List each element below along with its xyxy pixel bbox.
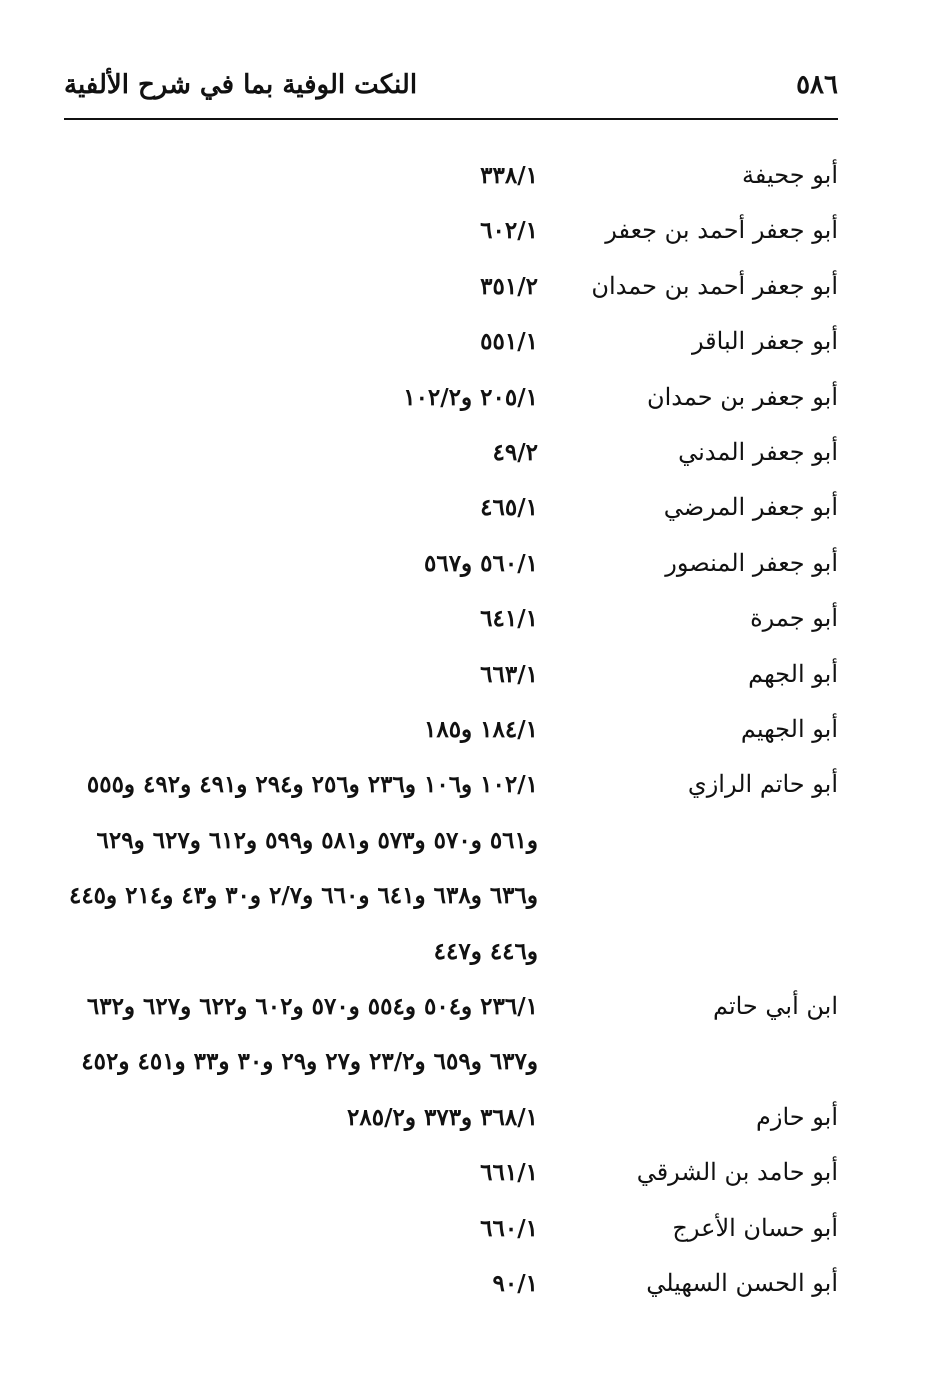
entry-name: أبو جحيفة bbox=[742, 161, 838, 189]
ref-line: ٣٦٨/١ و٣٧٣ و٢٨٥/٢ bbox=[347, 1103, 538, 1131]
entry-refs bbox=[64, 1090, 538, 1145]
page-number: ٥٨٦ bbox=[796, 70, 838, 100]
entry-refs bbox=[64, 536, 538, 591]
entry-refs bbox=[64, 1201, 538, 1256]
entry-name: أبو حامد بن الشرقي bbox=[636, 1158, 838, 1187]
entry-name: أبو الجهيم bbox=[740, 715, 838, 744]
ref-line: ٦٦٠/١ bbox=[480, 1214, 538, 1242]
index-entry bbox=[64, 591, 838, 646]
entry-refs bbox=[64, 370, 538, 425]
ref-line: و٦٣٧ و٦٥٩ و٢٣/٢ و٢٧ و٢٩ و٣٠ و٣٣ و٤٥١ و٤٥٢ bbox=[81, 1048, 538, 1076]
entry-name: أبو جعفر الباقر bbox=[691, 327, 838, 356]
entry-refs bbox=[64, 757, 538, 979]
entry-refs bbox=[64, 702, 538, 757]
entry-refs bbox=[64, 591, 538, 646]
entry-name: أبو جعفر المنصور bbox=[665, 548, 838, 577]
entry-refs bbox=[64, 203, 538, 258]
entry-name: أبو الجهم bbox=[748, 659, 838, 688]
entry-refs bbox=[64, 148, 538, 203]
entry-refs bbox=[64, 259, 538, 314]
index-entry bbox=[64, 480, 838, 535]
ref-line: ٤٦٥/١ bbox=[480, 494, 538, 522]
entry-name: أبو جعفر بن حمدان bbox=[647, 382, 838, 411]
index-entry bbox=[64, 1145, 838, 1200]
index-entry bbox=[64, 1201, 838, 1256]
entry-refs bbox=[64, 979, 538, 1090]
ref-line: ٤٩/٢ bbox=[492, 439, 538, 467]
entry-name: أبو حسان الأعرج bbox=[672, 1213, 838, 1242]
index-list bbox=[64, 148, 838, 1311]
index-entry bbox=[64, 757, 838, 979]
index-entry bbox=[64, 203, 838, 258]
entry-refs bbox=[64, 1145, 538, 1200]
entry-refs bbox=[64, 647, 538, 702]
entry-name: أبو الحسن السهيلي bbox=[646, 1269, 838, 1298]
entry-name: أبو جعفر أحمد بن جعفر bbox=[605, 216, 838, 245]
entry-name: أبو جعفر المدني bbox=[678, 438, 838, 467]
entry-name: أبو حاتم الرازي bbox=[687, 770, 838, 799]
entry-name: ابن أبي حاتم bbox=[712, 992, 838, 1021]
index-entry bbox=[64, 425, 838, 480]
entry-name: أبو جعفر المرضي bbox=[663, 493, 838, 522]
index-entry bbox=[64, 259, 838, 314]
ref-line: ٢٣٦/١ و٥٠٤ و٥٥٤ و٥٧٠ و٦٠٢ و٦٢٢ و٦٢٧ و٦٣٢ bbox=[86, 993, 538, 1021]
entry-name: أبو حازم bbox=[756, 1102, 838, 1131]
index-entry bbox=[64, 647, 838, 702]
ref-line: ٢٠٥/١ و١٠٢/٢ bbox=[403, 383, 538, 411]
index-entry bbox=[64, 979, 838, 1090]
ref-line: و٥٦١ و٥٧٠ و٥٧٣ و٥٨١ و٥٩٩ و٦١٢ و٦٢٧ و٦٢٩ bbox=[96, 826, 538, 854]
entry-refs bbox=[64, 314, 538, 369]
index-entry bbox=[64, 148, 838, 203]
ref-line: ٦٤١/١ bbox=[480, 605, 538, 633]
ref-line: ١٠٢/١ و١٠٦ و٢٣٦ و٢٥٦ و٢٩٤ و٤٩١ و٤٩٢ و٥٥٥ bbox=[86, 771, 538, 799]
ref-line: ٩٠/١ bbox=[492, 1270, 538, 1298]
running-title: النكت الوفية بما في شرح الألفية bbox=[64, 70, 418, 100]
entry-refs bbox=[64, 425, 538, 480]
entry-name: أبو جمرة bbox=[750, 604, 838, 633]
index-entry bbox=[64, 314, 838, 369]
ref-line: و٦٣٦ و٦٣٨ و٦٤١ و٦٦٠ و٢/٧ و٣٠ و٤٣ و٢١٤ و٤٤٥ bbox=[68, 882, 538, 910]
index-entry bbox=[64, 1090, 838, 1145]
index-entry bbox=[64, 702, 838, 757]
entry-refs bbox=[64, 1256, 538, 1311]
ref-line: ٣٥١/٢ bbox=[480, 272, 538, 300]
ref-line: ٥٥١/١ bbox=[480, 328, 538, 356]
page-header bbox=[64, 70, 838, 110]
ref-line: ٦٦١/١ bbox=[480, 1159, 538, 1187]
ref-line: ١٨٤/١ و١٨٥ bbox=[423, 716, 538, 744]
index-entry bbox=[64, 370, 838, 425]
ref-line: ٦٠٢/١ bbox=[480, 217, 538, 245]
ref-line: ٣٣٨/١ bbox=[480, 162, 538, 189]
index-entry bbox=[64, 1256, 838, 1311]
ref-line: ٦٦٣/١ bbox=[480, 660, 538, 688]
ref-line: و٤٤٦ و٤٤٧ bbox=[433, 937, 538, 965]
entry-refs bbox=[64, 480, 538, 535]
index-entry bbox=[64, 536, 838, 591]
entry-name: أبو جعفر أحمد بن حمدان bbox=[591, 271, 838, 300]
header-rule bbox=[64, 118, 838, 120]
ref-line: ٥٦٠/١ و٥٦٧ bbox=[423, 549, 538, 577]
